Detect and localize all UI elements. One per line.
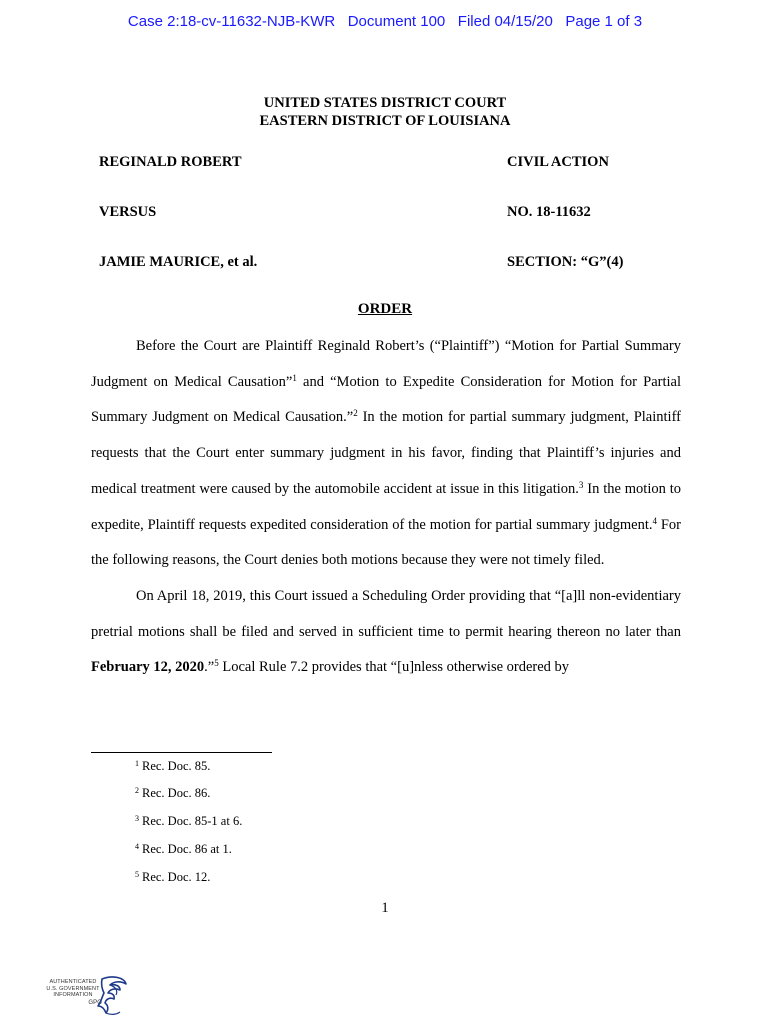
para1-text-a: Before the Court are Plaintiff Reginald Robert’s (“Plaintiff”) “Motion for Partial Summary Judgment on Medical Causation” <box>91 338 681 390</box>
footnote-ref-4: 4 <box>652 515 657 526</box>
footnote-text: Rec. Doc. 85-1 at 6. <box>142 814 243 828</box>
para2-text-c: Local Rule 7.2 provides that “[u]nless otherwise ordered by <box>218 659 570 676</box>
gpo-authentication-seal <box>44 975 134 1020</box>
footnote-ref-2: 2 <box>353 408 358 419</box>
caption-versus: VERSUS <box>99 204 157 220</box>
caption-defendant: JAMIE MAURICE, et al. <box>99 254 258 270</box>
caption-case-number: NO. 18-11632 <box>507 204 591 220</box>
footnote-number: 2 <box>135 786 139 795</box>
gpo-line-2: U.S. GOVERNMENT <box>46 985 100 992</box>
para2-text-b: .” <box>204 659 215 676</box>
order-title: ORDER <box>357 301 413 317</box>
para2-text-a: On April 18, 2019, this Court issued a Scheduling Order providing that “[a]ll non-evidentiary pretrial motions shall be filed and served in sufficient time to permit hearing thereon no later than <box>91 587 681 640</box>
footnote-number: 3 <box>135 814 139 823</box>
gpo-line-1: AUTHENTICATED <box>49 979 97 985</box>
footnote-number: 4 <box>135 842 139 851</box>
footnote-number: 1 <box>135 759 139 768</box>
footnote <box>135 786 210 801</box>
caption-plaintiff: REGINALD ROBERT <box>99 154 242 170</box>
order-body <box>91 329 681 686</box>
footnote-ref-5: 5 <box>214 658 219 669</box>
para1-text-d: In the motion to expedite, Plaintiff requests expedited consideration of the motion for partial summary judgment. <box>91 480 681 533</box>
footnote <box>135 814 242 829</box>
footnote-ref-3: 3 <box>578 479 584 490</box>
caption-action: CIVIL ACTION <box>507 154 609 170</box>
footnote-text: Rec. Doc. 86 at 1. <box>142 842 232 856</box>
gpo-eagle-icon <box>96 975 130 1017</box>
caption-section: SECTION: “G”(4) <box>507 254 624 270</box>
page-number: 1 <box>381 900 389 916</box>
footnote <box>135 759 210 774</box>
footnote-text: Rec. Doc. 86. <box>142 786 211 800</box>
gpo-seal-text <box>44 979 102 1006</box>
filing-stamp-header: Case 2:18-cv-11632-NJB-KWR Document 100 Filed 04/15/20 Page 1 of 3 <box>127 13 643 30</box>
gpo-line-3: INFORMATION <box>53 992 93 998</box>
footnote-text: Rec. Doc. 85. <box>142 759 211 773</box>
deadline-date: February 12, 2020 <box>91 659 205 676</box>
para1-text-c: In the motion for partial summary judgment, Plaintiff requests that the Court enter summary judgment in his favor, finding that Plaintiff’s injuries and medical treatment were caused by the automobile accident at issue in this litigation. <box>91 409 681 497</box>
court-name: UNITED STATES DISTRICT COURT <box>263 95 507 111</box>
paragraph-2 <box>91 579 681 686</box>
footnote-divider <box>91 752 272 753</box>
paragraph-1 <box>91 329 681 579</box>
court-district: EASTERN DISTRICT OF LOUISIANA <box>259 113 511 129</box>
footnote-ref-1: 1 <box>292 372 297 383</box>
footnote <box>135 870 210 885</box>
footnote <box>135 842 232 857</box>
para1-text-b: and “Motion to Expedite Consideration for Motion for Partial Summary Judgment on Medical Causation.” <box>91 373 681 426</box>
gpo-abbreviation: GPO <box>88 999 102 1006</box>
footnote-number: 5 <box>135 870 139 879</box>
court-heading <box>0 94 770 130</box>
footnote-text: Rec. Doc. 12. <box>142 870 211 884</box>
para1-text-e: For the following reasons, the Court denies both motions because they were not timely filed. <box>91 516 681 569</box>
